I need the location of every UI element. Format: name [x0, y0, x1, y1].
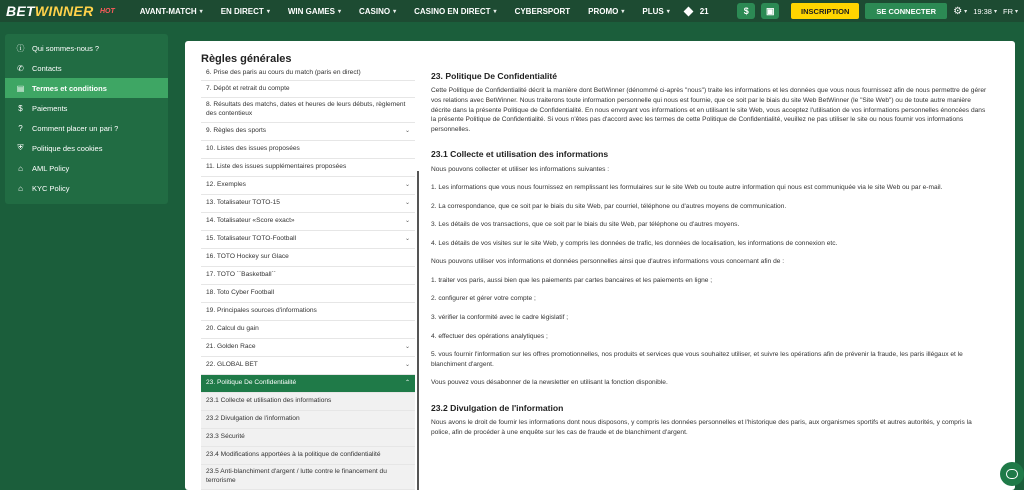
dollar-button[interactable] — [737, 3, 755, 19]
toc-item-label: 14. Totalisateur «Score exact» — [206, 217, 295, 225]
sidebar-item-label: KYC Policy — [32, 183, 70, 193]
toc-item[interactable] — [201, 177, 415, 195]
toc-item-label: 13. Totalisateur TOTO-15 — [206, 199, 280, 207]
toc-item-label: 22. GLOBAL BET — [206, 361, 258, 369]
toc-item[interactable] — [201, 195, 415, 213]
bank-icon: ⌂ — [18, 183, 23, 193]
sidebar-item-1[interactable] — [5, 58, 168, 78]
nav-item-casino-en-direct[interactable] — [405, 0, 505, 22]
nav-item-label: PLUS — [642, 6, 664, 16]
chevron-down-icon: ⌄ — [404, 236, 410, 243]
toc-item-label: 23.2 Divulgation de l'information — [206, 415, 300, 423]
nav-item-label: CASINO EN DIRECT — [414, 6, 491, 16]
chevron-down-icon: ▾ — [337, 8, 341, 15]
section-paragraph: 3. Les détails de vos transactions, que ce soit par le biais du site Web, par téléphone ou d'autres moyens. — [431, 221, 740, 229]
chevron-down-icon: ▾ — [993, 8, 997, 15]
sidebar-item-5[interactable] — [5, 138, 168, 158]
top-nav-bar — [0, 0, 1024, 22]
toc-item[interactable] — [201, 357, 415, 375]
chevron-down-icon: ▾ — [493, 8, 497, 15]
settings-toggle[interactable] — [953, 6, 967, 17]
toc-item-label: 21. Golden Race — [206, 343, 256, 351]
main-panel — [185, 41, 1015, 490]
toc-item-label: 23.1 Collecte et utilisation des informations — [206, 397, 332, 405]
nav-item-label: CYBERSPORT — [514, 6, 571, 16]
sidebar-item-7[interactable] — [5, 178, 168, 198]
nav-item-label: AVANT-MATCH — [139, 6, 197, 16]
nav-item-win-games[interactable] — [279, 0, 350, 22]
sidebar-item-label: AML Policy — [32, 163, 70, 173]
section-paragraph: 1. traiter vos paris, aussi bien que les paiements par cartes bancaires et les paiements en ligne ; — [431, 276, 713, 284]
nav-item-en-direct[interactable] — [212, 0, 279, 22]
chevron-up-icon: ⌃ — [404, 380, 410, 387]
toc-item-label: 6. Prise des paris au cours du match (paris en direct) — [206, 69, 361, 77]
toc-subitem[interactable] — [201, 393, 415, 411]
toc-item[interactable] — [201, 231, 415, 249]
toc-item-label: 23.4 Modifications apportées à la politique de confidentialité — [206, 451, 381, 459]
chevron-down-icon: ⌄ — [404, 200, 410, 207]
chevron-down-icon: ▾ — [199, 8, 203, 15]
time-display: 19:38 — [973, 6, 992, 16]
toc-item-label: 10. Listes des issues proposées — [206, 145, 300, 153]
section-paragraph: Nous pouvons collecter et utiliser les informations suivantes : — [431, 165, 610, 173]
content-section — [431, 70, 991, 134]
chevron-down-icon: ▾ — [393, 8, 397, 15]
chevron-down-icon: ▾ — [266, 8, 270, 15]
toc-subitem[interactable] — [201, 429, 415, 447]
content-section — [431, 402, 991, 438]
info-icon: ⓘ — [16, 43, 25, 53]
toc-item-label: 15. Totalisateur TOTO-Football — [206, 235, 297, 243]
nav-item-cybersport[interactable] — [506, 0, 580, 22]
sidebar-item-3[interactable] — [5, 98, 168, 118]
toc-subitem[interactable] — [201, 411, 415, 429]
toc-item[interactable] — [201, 285, 415, 303]
section-paragraph: 5. vous fournir l'information sur les offres promotionnelles, nos produits et services que vous souhaitez utiliser, et suivre les opérations afin de prévenir la fraude, les paris illégaux et le blanchiment d'argent. — [431, 351, 963, 368]
sidebar-item-label: Politique des cookies — [32, 143, 103, 153]
toc-item[interactable] — [201, 321, 415, 339]
toc-item-label: 11. Liste des issues supplémentaires proposées — [206, 163, 347, 171]
section-paragraph: Vous pouvez vous désabonner de la newsletter en utilisant la fonction disponible. — [431, 379, 668, 387]
nav-count: 21 — [699, 6, 709, 16]
document-icon: ▤ — [16, 83, 25, 93]
section-paragraph: 4. Les détails de vos visites sur le site Web, y compris les données de trafic, les données de localisation, les informations de connexion etc. — [431, 239, 838, 247]
nav-item-avant-match[interactable] — [131, 0, 212, 22]
section-paragraph: Cette Politique de Confidentialité décrit la manière dont BetWinner (dénommé ci-après "nous") traite les informations et les données que vous nous fournissez afin de nous permettre de gérer vos relations avec BetWinner. Nous traiterons toute information personnelle qui nous est fournie, que ce soit par le biais du site Web BetWinner (le "Site Web") ou de toute autre manière décrite dans la présente Politique de Confidentialité. En nous envoyant vos informations et en utilisant le site Web, vous acceptez l'utilisation de vos informations personnelles énoncées dans la présente Politique de Confidentialité. Si vous n'êtes pas d'accord avec les termes de cette Politique de Confidentialité, veuillez ne pas utiliser le site ou nous fournir vos informations personnelles. — [431, 87, 987, 133]
nav-item-label: PROMO — [588, 6, 619, 16]
sidebar-item-label: Paiements — [32, 103, 68, 113]
section-paragraph: 3. vérifier la conformité avec le cadre législatif ; — [431, 314, 569, 322]
chat-button[interactable] — [1000, 462, 1024, 486]
chevron-down-icon: ⌄ — [404, 128, 410, 135]
sidebar-item-label: Contacts — [32, 63, 62, 73]
sidebar-item-4[interactable] — [5, 118, 168, 138]
sidebar-item-2[interactable] — [5, 78, 168, 98]
chevron-down-icon: ⌄ — [404, 362, 410, 369]
toc-item[interactable] — [201, 339, 415, 357]
toc-item-label: 18. Toto Cyber Football — [206, 289, 275, 297]
toc-item[interactable] — [201, 141, 415, 159]
table-of-contents — [201, 67, 415, 490]
hot-badge: HOT — [100, 7, 115, 15]
toc-scrollbar[interactable] — [417, 171, 419, 490]
toc-item-label: 17. TOTO ``Basketball`` — [206, 271, 276, 279]
language-code: FR — [1002, 6, 1013, 16]
gift-icon: ▣ — [765, 5, 775, 16]
toc-item[interactable] — [201, 375, 415, 393]
gift-button[interactable] — [761, 3, 779, 19]
toc-item[interactable] — [201, 303, 415, 321]
nav-item-label: EN DIRECT — [220, 6, 264, 16]
toc-item[interactable] — [201, 159, 415, 177]
nav-item-casino[interactable] — [350, 0, 405, 22]
shield-icon: ⛨ — [17, 143, 24, 152]
toc-item-label: 12. Exemples — [206, 181, 246, 189]
toc-subitem[interactable] — [201, 465, 415, 490]
toc-item-label: 23. Politique De Confidentialité — [206, 379, 297, 387]
sidebar-item-6[interactable] — [5, 158, 168, 178]
question-icon: ? — [18, 123, 23, 133]
toc-subitem[interactable] — [201, 447, 415, 465]
chat-icon — [1006, 469, 1018, 479]
toc-item-label: 9. Règles des sports — [206, 127, 267, 135]
chevron-down-icon: ⌄ — [404, 218, 410, 225]
chevron-down-icon: ▾ — [621, 8, 625, 15]
toc-item-label: 16. TOTO Hockey sur Glace — [206, 253, 289, 261]
sidebar — [5, 34, 168, 204]
chevron-down-icon: ▾ — [666, 8, 670, 15]
toc-item[interactable] — [201, 249, 415, 267]
page-title: Règles générales — [201, 53, 292, 65]
sidebar-item-0[interactable] — [5, 38, 168, 58]
section-heading: 23.2 Divulgation de l'information — [431, 402, 564, 413]
section-paragraph: Nous pouvons utiliser vos informations et données personnelles ainsi que d'autres informations vous concernant afin de : — [431, 258, 785, 266]
toc-item[interactable] — [201, 213, 415, 231]
login-button[interactable]: SE CONNECTER — [865, 3, 947, 19]
toc-item-label: 23.5 Anti-blanchiment d'argent / lutte contre le financement du terrorisme — [206, 468, 387, 484]
logo-text-accent: WINNER — [34, 3, 94, 19]
chevron-down-icon: ▾ — [964, 8, 968, 15]
section-heading: 23.1 Collecte et utilisation des informations — [431, 149, 609, 160]
sidebar-item-label: Qui sommes-nous ? — [32, 43, 100, 53]
section-paragraph: 1. Les informations que vous nous fournissez en remplissant les formulaires sur le site Web ou toute autre information qui nous est communiquée via le site Web ou par e-mail. — [431, 184, 943, 192]
chevron-down-icon: ▾ — [1014, 8, 1018, 15]
phone-icon: ✆ — [17, 63, 24, 73]
dollar-icon: $ — [743, 6, 749, 16]
section-paragraph: 4. effectuer des opérations analytiques ; — [431, 332, 548, 340]
brand-logo[interactable] — [0, 3, 100, 19]
gear-icon: ⚙ — [953, 5, 963, 17]
chevron-down-icon: ⌄ — [404, 344, 410, 351]
toc-item[interactable] — [201, 123, 415, 141]
register-button[interactable]: INSCRIPTION — [791, 3, 859, 19]
toc-item[interactable] — [201, 67, 415, 81]
logo-text-main: BET — [6, 3, 35, 19]
header-tools — [737, 0, 1024, 22]
sidebar-item-label: Comment placer un pari ? — [32, 123, 119, 133]
dollar-icon: $ — [18, 103, 23, 113]
nav-item-label: CASINO — [358, 6, 391, 16]
toc-item-label: 8. Résultats des matchs, dates et heures de leurs débuts, règlement des contentieux — [206, 101, 406, 117]
toc-item[interactable] — [201, 267, 415, 285]
sidebar-item-label: Termes et conditions — [32, 83, 107, 93]
clock-toggle[interactable] — [973, 7, 997, 16]
toc-item[interactable] — [201, 81, 415, 98]
diamond-icon — [683, 6, 693, 16]
section-paragraph: 2. configurer et gérer votre compte ; — [431, 295, 536, 303]
toc-item[interactable] — [201, 98, 415, 123]
bank-icon: ⌂ — [18, 163, 23, 173]
section-paragraph: 2. La correspondance, que ce soit par le biais du site Web, par courriel, téléphone ou d'autres moyens de communication. — [431, 202, 787, 210]
chevron-down-icon: ⌄ — [404, 182, 410, 189]
nav-item-label: WIN GAMES — [287, 6, 335, 16]
section-heading: 23. Politique De Confidentialité — [431, 71, 558, 81]
nav-item-plus[interactable] — [633, 0, 678, 22]
article-content — [431, 70, 991, 446]
language-select[interactable] — [1003, 7, 1018, 16]
content-section — [431, 148, 991, 388]
toc-item-label: 7. Dépôt et retrait du compte — [206, 84, 290, 92]
nav-item-promo[interactable] — [579, 0, 633, 22]
main-nav — [131, 0, 679, 22]
toc-item-label: 19. Principales sources d'informations — [206, 307, 317, 315]
toc-item-label: 20. Calcul du gain — [206, 325, 259, 333]
section-paragraph: Nous avons le droit de fournir les informations dont nous disposons, y compris les données personnelles et l'historique des paris, aux organismes sportifs et autres autorités, y compris la police, afin de procéder à une enquête sur les cas de fraude et de blanchiment d'argent. — [431, 419, 972, 436]
toc-item-label: 23.3 Sécurité — [206, 433, 245, 441]
